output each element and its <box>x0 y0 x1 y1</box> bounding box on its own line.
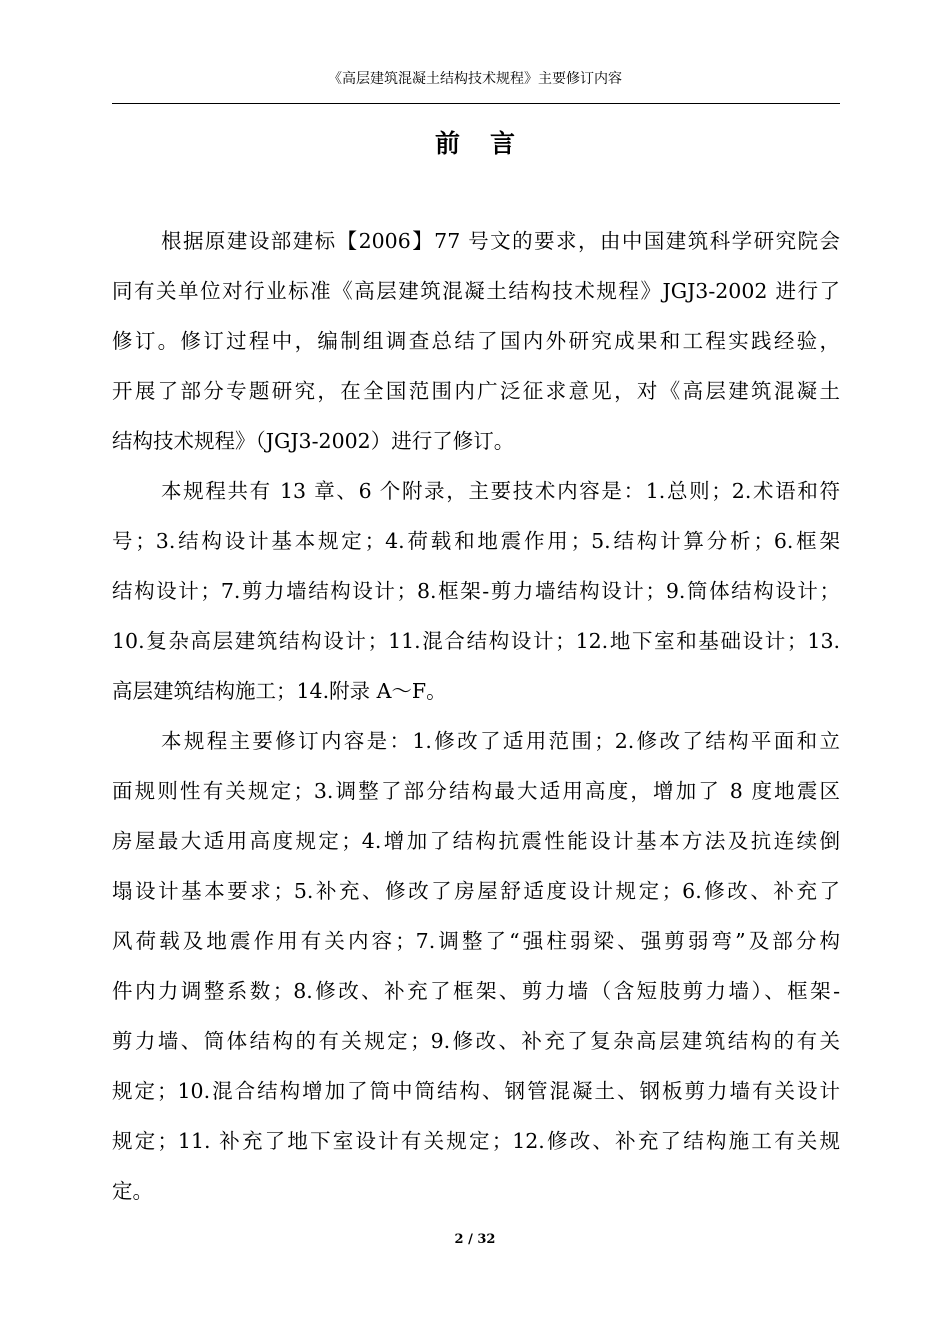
text-line: 本规程共有 13 章、6 个附录，主要技术内容是：1.总则；2.术语和符 <box>161 479 840 503</box>
text-line: 结构技术规程》（JGJ3-2002）进行了修订。 <box>112 429 515 453</box>
text-line: 规定；10.混合结构增加了筒中筒结构、钢管混凝土、钢板剪力墙有关设计 <box>112 1079 840 1103</box>
document-body <box>112 216 840 1216</box>
header-divider <box>112 103 840 104</box>
text-line: 根据原建设部建标【2006】77 号文的要求，由中国建筑科学研究院会 <box>161 229 840 253</box>
text-line: 剪力墙、筒体结构的有关规定；9.修改、补充了复杂高层建筑结构的有关 <box>112 1029 840 1053</box>
page-title: 前言 <box>434 129 545 158</box>
text-line: 结构设计；7.剪力墙结构设计；8.框架-剪力墙结构设计；9.筒体结构设计； <box>112 579 840 603</box>
text-line: 本规程主要修订内容是：1.修改了适用范围；2.修改了结构平面和立 <box>161 729 840 753</box>
text-line: 10.复杂高层建筑结构设计；11.混合结构设计；12.地下室和基础设计；13. <box>112 629 840 653</box>
text-line: 风荷载及地震作用有关内容；7.调整了“强柱弱梁、强剪弱弯”及部分构 <box>112 929 840 953</box>
text-line: 面规则性有关规定；3.调整了部分结构最大适用高度，增加了 8 度地震区 <box>112 779 840 803</box>
text-line: 修订。修订过程中，编制组调查总结了国内外研究成果和工程实践经验， <box>112 329 840 353</box>
text-line: 号；3.结构设计基本规定；4.荷载和地震作用；5.结构计算分析；6.框架 <box>112 529 840 553</box>
paragraph-mandate <box>112 216 840 466</box>
text-line: 同有关单位对行业标准《高层建筑混凝土结构技术规程》JGJ3-2002 进行了 <box>112 279 840 303</box>
text-line: 件内力调整系数；8.修改、补充了框架、剪力墙（含短肢剪力墙）、框架- <box>112 979 840 1003</box>
text-line: 规定；11. 补充了地下室设计有关规定；12.修改、补充了结构施工有关规 <box>112 1129 840 1153</box>
text-line: 定。 <box>112 1179 153 1203</box>
text-line: 塌设计基本要求；5.补充、修改了房屋舒适度设计规定；6.修改、补充了 <box>112 879 840 903</box>
text-line: 高层建筑结构施工；14.附录 A～F。 <box>112 679 447 703</box>
page-number: 2 / 32 <box>454 1232 496 1247</box>
text-line: 开展了部分专题研究，在全国范围内广泛征求意见，对《高层建筑混凝土 <box>112 379 840 403</box>
paragraph-contents <box>112 466 840 716</box>
paragraph-revisions <box>112 716 840 1216</box>
running-header: 《高层建筑混凝土结构技术规程》主要修订内容 <box>328 71 622 87</box>
text-line: 房屋最大适用高度规定；4.增加了结构抗震性能设计基本方法及抗连续倒 <box>112 829 840 853</box>
